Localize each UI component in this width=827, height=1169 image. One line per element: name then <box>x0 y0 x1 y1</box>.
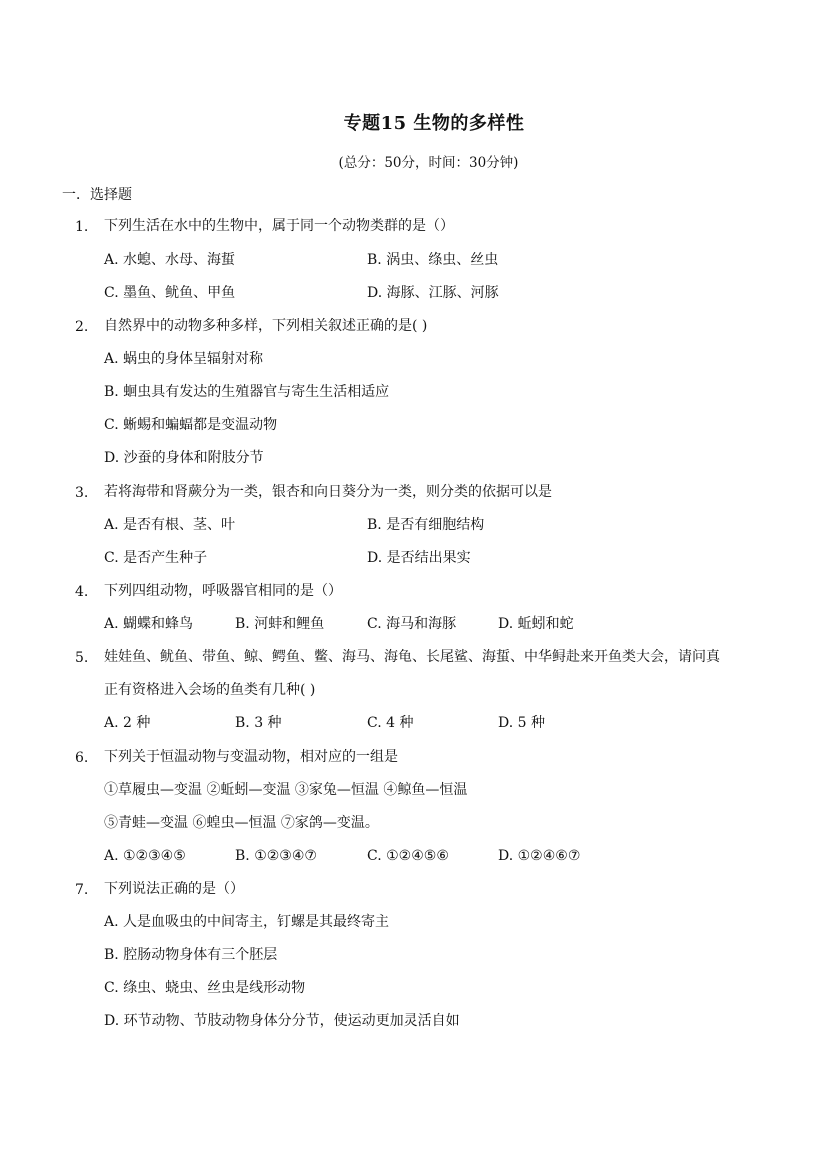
option-b: B. 3 种 <box>235 715 282 731</box>
option-b: B. 蛔虫具有发达的生殖器官与寄生生活相适应 <box>104 384 390 400</box>
option-c: C. 是否产生种子 <box>104 550 208 566</box>
statement-line: ⑤青蛙—变温 ⑥蝗虫—恒温 ⑦家鸽—变温。 <box>104 815 379 831</box>
option-b: B. 腔肠动物身体有三个胚层 <box>104 947 278 963</box>
option-a: A. 2 种 <box>104 715 151 731</box>
question-stem: 下列说法正确的是（） <box>104 881 244 897</box>
page-subtitle: (总分：50分，时间：30分钟) <box>338 155 519 171</box>
question-stem: 下列生活在水中的生物中，属于同一个动物类群的是（） <box>104 218 454 234</box>
option-c: C. 海马和海豚 <box>367 616 457 632</box>
question-number: 6. <box>75 750 89 766</box>
option-b: B. ①②③④⑦ <box>235 848 317 864</box>
option-c: C. 墨鱼、鱿鱼、甲鱼 <box>104 285 236 301</box>
option-d: D. 环节动物、节肢动物身体分分节，使运动更加灵活自如 <box>104 1013 460 1029</box>
question-stem-continued: 正有资格进入会场的鱼类有几种( ) <box>104 682 316 698</box>
option-a: A. ①②③④⑤ <box>104 848 186 864</box>
option-a: A. 是否有根、茎、叶 <box>104 517 236 533</box>
option-a: A. 人是血吸虫的中间寄主，钉螺是其最终寄主 <box>104 914 390 930</box>
question-stem: 自然界中的动物多种多样，下列相关叙述正确的是( ) <box>104 318 428 334</box>
option-d: D. 蚯蚓和蛇 <box>498 616 574 632</box>
question-number: 3. <box>75 485 89 501</box>
option-c: C. 蜥蜴和蝙蝠都是变温动物 <box>104 417 278 433</box>
option-d: D. 是否结出果实 <box>367 550 471 566</box>
option-c: C. ①②④⑤⑥ <box>367 848 449 864</box>
option-a: A. 水螅、水母、海蜇 <box>104 252 236 268</box>
option-b: B. 涡虫、绦虫、丝虫 <box>367 252 499 268</box>
question-number: 2. <box>75 319 89 335</box>
option-c: C. 4 种 <box>367 715 414 731</box>
option-c: C. 绦虫、蛲虫、丝虫是线形动物 <box>104 980 306 996</box>
question-number: 1. <box>75 219 89 235</box>
option-b: B. 是否有细胞结构 <box>367 517 485 533</box>
question-number: 4. <box>75 584 89 600</box>
question-number: 5. <box>75 650 89 666</box>
option-d: D. 沙蚕的身体和附肢分节 <box>104 450 264 466</box>
question-stem: 下列四组动物，呼吸器官相同的是（） <box>104 583 342 599</box>
question-number: 7. <box>75 882 89 898</box>
option-b: B. 河蚌和鲤鱼 <box>235 616 325 632</box>
option-a: A. 蝴蝶和蜂鸟 <box>104 616 194 632</box>
page-title: 专题15 生物的多样性 <box>343 113 525 134</box>
question-stem: 下列关于恒温动物与变温动物，相对应的一组是 <box>104 749 398 765</box>
question-stem: 若将海带和肾蕨分为一类，银杏和向日葵分为一类，则分类的依据可以是 <box>104 484 552 500</box>
question-stem: 娃娃鱼、鱿鱼、带鱼、鲸、鳄鱼、鳖、海马、海龟、长尾鲨、海蜇、中华鲟赴来开鱼类大会，请问真 <box>104 649 720 665</box>
statement-line: ①草履虫—变温 ②蚯蚓—变温 ③家兔—恒温 ④鲸鱼—恒温 <box>104 782 468 798</box>
option-d: D. 5 种 <box>498 715 545 731</box>
option-d: D. 海豚、江豚、河豚 <box>367 285 499 301</box>
option-a: A. 蜗虫的身体呈辐射对称 <box>104 351 264 367</box>
option-d: D. ①②④⑥⑦ <box>498 848 581 864</box>
section-heading: 一．选择题 <box>62 187 132 203</box>
